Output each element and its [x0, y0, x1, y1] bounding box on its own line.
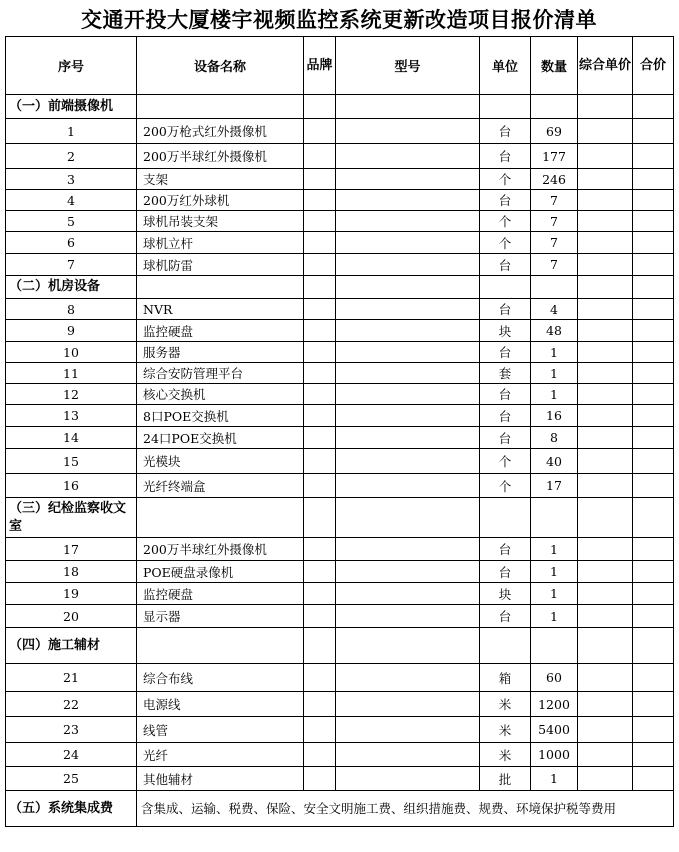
item-unit-price	[578, 474, 633, 498]
item-total	[633, 561, 674, 583]
item-qty: 1	[531, 384, 578, 405]
table-row	[6, 427, 674, 449]
item-name: 电源线	[137, 692, 304, 717]
item-name: 球机防雷	[137, 254, 304, 276]
item-unit-price	[578, 144, 633, 169]
empty-cell	[633, 628, 674, 664]
item-brand	[304, 664, 336, 692]
item-no: 13	[6, 405, 137, 427]
item-total	[633, 664, 674, 692]
item-model	[336, 363, 480, 384]
item-no: 11	[6, 363, 137, 384]
item-unit-price	[578, 405, 633, 427]
item-total	[633, 299, 674, 320]
item-unit: 台	[480, 342, 531, 363]
empty-cell	[336, 276, 480, 299]
item-brand	[304, 405, 336, 427]
table-row	[6, 119, 674, 144]
item-unit: 块	[480, 583, 531, 605]
item-brand	[304, 190, 336, 211]
item-no: 2	[6, 144, 137, 169]
item-unit: 台	[480, 538, 531, 561]
item-qty: 246	[531, 169, 578, 190]
item-total	[633, 320, 674, 342]
table-row	[6, 169, 674, 190]
item-unit: 台	[480, 190, 531, 211]
item-unit-price	[578, 538, 633, 561]
item-no: 1	[6, 119, 137, 144]
item-total	[633, 692, 674, 717]
item-brand	[304, 211, 336, 232]
header-brand: 品牌	[304, 37, 336, 95]
item-total	[633, 583, 674, 605]
item-unit-price	[578, 767, 633, 791]
table-row	[6, 664, 674, 692]
item-qty: 1	[531, 538, 578, 561]
item-brand	[304, 232, 336, 254]
table-row	[6, 254, 674, 276]
item-brand	[304, 299, 336, 320]
item-name: POE硬盘录像机	[137, 561, 304, 583]
item-qty: 1	[531, 561, 578, 583]
table-row	[6, 743, 674, 767]
empty-cell	[480, 95, 531, 119]
item-unit-price	[578, 299, 633, 320]
item-no: 15	[6, 449, 137, 474]
empty-cell	[531, 276, 578, 299]
item-name: 200万半球红外摄像机	[137, 144, 304, 169]
item-no: 25	[6, 767, 137, 791]
item-qty: 177	[531, 144, 578, 169]
item-qty: 60	[531, 664, 578, 692]
item-brand	[304, 767, 336, 791]
item-model	[336, 605, 480, 628]
item-no: 16	[6, 474, 137, 498]
item-unit: 台	[480, 254, 531, 276]
item-name: 监控硬盘	[137, 583, 304, 605]
section-row	[6, 276, 674, 299]
item-model	[336, 211, 480, 232]
item-name: 球机立杆	[137, 232, 304, 254]
item-brand	[304, 169, 336, 190]
section-note: 含集成、运输、税费、保险、安全文明施工费、组织措施费、规费、环境保护税等费用	[137, 791, 674, 827]
item-unit: 台	[480, 119, 531, 144]
item-no: 12	[6, 384, 137, 405]
item-total	[633, 119, 674, 144]
header-qty: 数量	[531, 37, 578, 95]
item-total	[633, 144, 674, 169]
header-unit: 单位	[480, 37, 531, 95]
item-qty: 16	[531, 405, 578, 427]
item-name: 显示器	[137, 605, 304, 628]
item-unit-price	[578, 384, 633, 405]
item-model	[336, 561, 480, 583]
item-qty: 7	[531, 232, 578, 254]
item-total	[633, 474, 674, 498]
header-name: 设备名称	[137, 37, 304, 95]
item-brand	[304, 427, 336, 449]
table-row	[6, 583, 674, 605]
item-name: 其他辅材	[137, 767, 304, 791]
item-model	[336, 299, 480, 320]
item-no: 7	[6, 254, 137, 276]
item-brand	[304, 320, 336, 342]
header-total: 合价	[633, 37, 674, 95]
item-no: 23	[6, 717, 137, 743]
item-qty: 17	[531, 474, 578, 498]
item-name: 综合布线	[137, 664, 304, 692]
item-total	[633, 767, 674, 791]
table-row	[6, 605, 674, 628]
empty-cell	[531, 498, 578, 538]
item-unit-price	[578, 320, 633, 342]
item-model	[336, 692, 480, 717]
item-unit: 台	[480, 405, 531, 427]
section-label: （三）纪检监察收文室	[6, 498, 137, 538]
empty-cell	[633, 95, 674, 119]
item-name: 200万半球红外摄像机	[137, 538, 304, 561]
item-model	[336, 474, 480, 498]
table-row	[6, 190, 674, 211]
item-model	[336, 190, 480, 211]
item-unit-price	[578, 363, 633, 384]
item-total	[633, 363, 674, 384]
section-row	[6, 95, 674, 119]
section-row	[6, 791, 674, 827]
document-title: 交通开投大厦楼宇视频监控系统更新改造项目报价清单	[81, 7, 597, 32]
item-brand	[304, 144, 336, 169]
item-unit-price	[578, 342, 633, 363]
item-unit: 个	[480, 449, 531, 474]
item-qty: 69	[531, 119, 578, 144]
empty-cell	[137, 276, 304, 299]
empty-cell	[578, 95, 633, 119]
table-row	[6, 211, 674, 232]
table-row	[6, 767, 674, 791]
item-name: 光纤终端盒	[137, 474, 304, 498]
item-unit-price	[578, 449, 633, 474]
item-unit: 米	[480, 717, 531, 743]
item-unit: 批	[480, 767, 531, 791]
item-qty: 1000	[531, 743, 578, 767]
item-name: 综合安防管理平台	[137, 363, 304, 384]
empty-cell	[304, 498, 336, 538]
item-model	[336, 743, 480, 767]
item-unit: 箱	[480, 664, 531, 692]
item-qty: 1	[531, 583, 578, 605]
item-qty: 48	[531, 320, 578, 342]
item-unit: 块	[480, 320, 531, 342]
item-name: NVR	[137, 299, 304, 320]
item-model	[336, 405, 480, 427]
table-row	[6, 144, 674, 169]
item-model	[336, 119, 480, 144]
item-brand	[304, 717, 336, 743]
item-name: 球机吊装支架	[137, 211, 304, 232]
empty-cell	[304, 628, 336, 664]
item-total	[633, 169, 674, 190]
item-name: 24口POE交换机	[137, 427, 304, 449]
item-qty: 4	[531, 299, 578, 320]
item-brand	[304, 342, 336, 363]
item-qty: 1	[531, 363, 578, 384]
item-qty: 1	[531, 342, 578, 363]
header-model: 型号	[336, 37, 480, 95]
item-unit-price	[578, 743, 633, 767]
item-unit: 米	[480, 743, 531, 767]
item-total	[633, 384, 674, 405]
item-model	[336, 384, 480, 405]
item-brand	[304, 538, 336, 561]
item-unit-price	[578, 717, 633, 743]
empty-cell	[336, 498, 480, 538]
item-qty: 1	[531, 605, 578, 628]
empty-cell	[137, 95, 304, 119]
table-row	[6, 342, 674, 363]
item-name: 200万枪式红外摄像机	[137, 119, 304, 144]
item-unit: 台	[480, 299, 531, 320]
item-unit: 个	[480, 169, 531, 190]
item-brand	[304, 605, 336, 628]
table-row	[6, 363, 674, 384]
item-unit-price	[578, 211, 633, 232]
item-no: 19	[6, 583, 137, 605]
item-total	[633, 211, 674, 232]
item-total	[633, 232, 674, 254]
item-unit-price	[578, 169, 633, 190]
item-qty: 7	[531, 211, 578, 232]
item-name: 光模块	[137, 449, 304, 474]
item-no: 3	[6, 169, 137, 190]
item-unit: 台	[480, 605, 531, 628]
item-unit: 套	[480, 363, 531, 384]
item-name: 监控硬盘	[137, 320, 304, 342]
item-unit-price	[578, 664, 633, 692]
item-unit-price	[578, 119, 633, 144]
item-brand	[304, 254, 336, 276]
item-total	[633, 605, 674, 628]
item-total	[633, 342, 674, 363]
item-total	[633, 405, 674, 427]
section-label: （四）施工辅材	[6, 628, 137, 664]
item-no: 10	[6, 342, 137, 363]
empty-cell	[304, 276, 336, 299]
item-brand	[304, 384, 336, 405]
table-row	[6, 538, 674, 561]
item-model	[336, 767, 480, 791]
item-total	[633, 449, 674, 474]
empty-cell	[578, 628, 633, 664]
item-unit-price	[578, 254, 633, 276]
quote-table	[5, 36, 674, 827]
table-row	[6, 561, 674, 583]
item-name: 支架	[137, 169, 304, 190]
item-name: 200万红外球机	[137, 190, 304, 211]
empty-cell	[304, 95, 336, 119]
item-no: 5	[6, 211, 137, 232]
empty-cell	[336, 95, 480, 119]
section-label: （五）系统集成费	[6, 791, 137, 827]
item-no: 24	[6, 743, 137, 767]
item-no: 22	[6, 692, 137, 717]
item-total	[633, 717, 674, 743]
table-row	[6, 474, 674, 498]
empty-cell	[578, 276, 633, 299]
item-unit-price	[578, 561, 633, 583]
item-total	[633, 190, 674, 211]
item-name: 核心交换机	[137, 384, 304, 405]
empty-cell	[336, 628, 480, 664]
empty-cell	[480, 628, 531, 664]
item-unit: 个	[480, 232, 531, 254]
item-model	[336, 342, 480, 363]
item-unit-price	[578, 605, 633, 628]
item-qty: 40	[531, 449, 578, 474]
item-model	[336, 254, 480, 276]
table-row	[6, 717, 674, 743]
item-brand	[304, 449, 336, 474]
empty-cell	[531, 95, 578, 119]
empty-cell	[633, 276, 674, 299]
item-name: 服务器	[137, 342, 304, 363]
header-row	[6, 37, 674, 95]
section-row	[6, 498, 674, 538]
item-model	[336, 232, 480, 254]
item-no: 8	[6, 299, 137, 320]
item-unit-price	[578, 583, 633, 605]
item-name: 8口POE交换机	[137, 405, 304, 427]
item-unit: 个	[480, 211, 531, 232]
quote-document	[5, 5, 673, 848]
section-label: （二）机房设备	[6, 276, 137, 299]
item-brand	[304, 363, 336, 384]
item-no: 20	[6, 605, 137, 628]
item-model	[336, 169, 480, 190]
item-model	[336, 449, 480, 474]
item-no: 17	[6, 538, 137, 561]
item-name: 线管	[137, 717, 304, 743]
empty-cell	[480, 498, 531, 538]
item-model	[336, 427, 480, 449]
item-qty: 1	[531, 767, 578, 791]
item-total	[633, 538, 674, 561]
empty-cell	[531, 628, 578, 664]
header-no: 序号	[6, 37, 137, 95]
table-row	[6, 320, 674, 342]
table-row	[6, 384, 674, 405]
empty-cell	[633, 498, 674, 538]
section-label: （一）前端摄像机	[6, 95, 137, 119]
item-brand	[304, 692, 336, 717]
item-unit: 台	[480, 144, 531, 169]
item-no: 21	[6, 664, 137, 692]
item-model	[336, 717, 480, 743]
item-unit: 个	[480, 474, 531, 498]
item-model	[336, 664, 480, 692]
empty-cell	[578, 498, 633, 538]
item-model	[336, 538, 480, 561]
item-total	[633, 427, 674, 449]
item-qty: 5400	[531, 717, 578, 743]
item-unit-price	[578, 692, 633, 717]
table-row	[6, 232, 674, 254]
item-total	[633, 743, 674, 767]
item-no: 14	[6, 427, 137, 449]
table-row	[6, 299, 674, 320]
item-model	[336, 144, 480, 169]
item-qty: 7	[531, 190, 578, 211]
item-brand	[304, 583, 336, 605]
item-brand	[304, 119, 336, 144]
item-no: 18	[6, 561, 137, 583]
item-qty: 7	[531, 254, 578, 276]
item-unit: 台	[480, 561, 531, 583]
item-name: 光纤	[137, 743, 304, 767]
item-model	[336, 320, 480, 342]
item-brand	[304, 743, 336, 767]
item-no: 9	[6, 320, 137, 342]
header-unit-price: 综合单价	[578, 37, 633, 95]
item-unit-price	[578, 190, 633, 211]
item-no: 6	[6, 232, 137, 254]
table-row	[6, 405, 674, 427]
empty-cell	[137, 498, 304, 538]
table-row	[6, 692, 674, 717]
item-total	[633, 254, 674, 276]
empty-cell	[137, 628, 304, 664]
item-unit: 台	[480, 384, 531, 405]
section-row	[6, 628, 674, 664]
item-no: 4	[6, 190, 137, 211]
item-unit: 台	[480, 427, 531, 449]
item-unit: 米	[480, 692, 531, 717]
table-body	[6, 95, 674, 827]
item-brand	[304, 561, 336, 583]
item-qty: 8	[531, 427, 578, 449]
item-unit-price	[578, 232, 633, 254]
item-model	[336, 583, 480, 605]
empty-cell	[480, 276, 531, 299]
item-brand	[304, 474, 336, 498]
table-row	[6, 449, 674, 474]
item-qty: 1200	[531, 692, 578, 717]
item-unit-price	[578, 427, 633, 449]
